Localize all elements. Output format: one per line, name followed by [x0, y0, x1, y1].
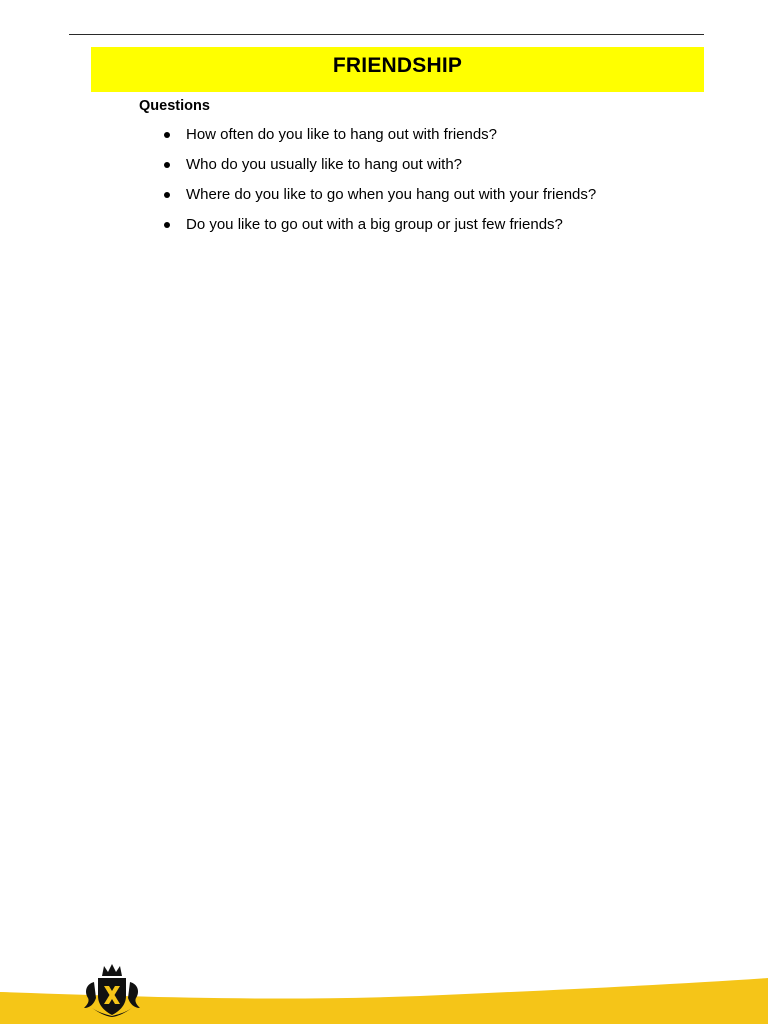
- title-banner: [91, 47, 704, 92]
- question-text: Where do you like to go when you hang out with your friends?: [186, 186, 597, 203]
- question-text: Who do you usually like to hang out with?: [186, 156, 462, 173]
- page-title: FRIENDSHIP: [332, 54, 463, 77]
- question-text: How often do you like to hang out with friends?: [186, 126, 498, 143]
- bullet-icon: [164, 132, 170, 138]
- bullet-icon: [164, 162, 170, 168]
- bullet-icon: [164, 222, 170, 228]
- question-item: [160, 124, 596, 154]
- question-list: [160, 124, 596, 244]
- question-item: [160, 214, 596, 244]
- question-item: [160, 154, 596, 184]
- questions-heading: Questions: [139, 98, 210, 114]
- company-logo: [80, 962, 144, 1018]
- question-item: [160, 184, 596, 214]
- header-rule: [69, 34, 704, 35]
- crowned-shield-icon: [80, 962, 144, 1018]
- bullet-icon: [164, 192, 170, 198]
- question-text: Do you like to go out with a big group or just few friends?: [186, 216, 563, 233]
